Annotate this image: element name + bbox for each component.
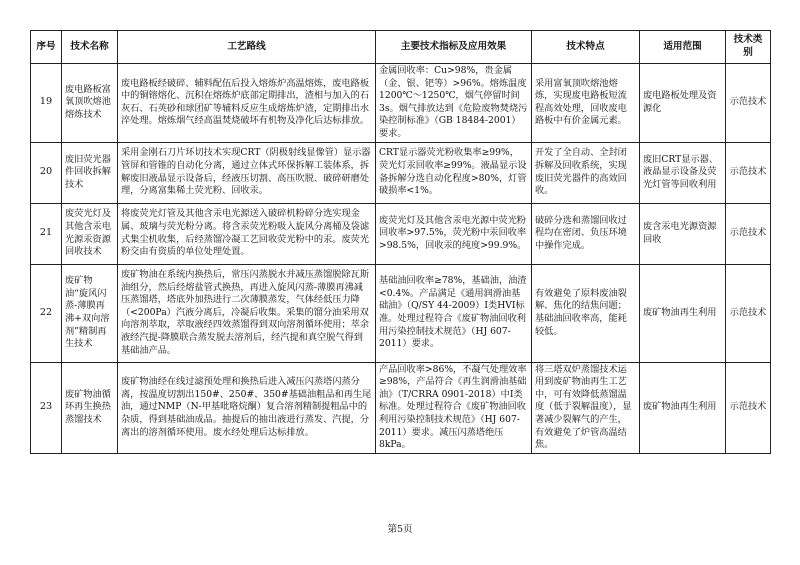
row-process: 将废荧光灯管及其他含汞电光源送入破碎机粉碎分选实现金属、玻璃与荧光粉分离。将含汞荧光粉吸入旋风分离桶及袋滤式集尘机收集，后经蒸馏冷凝工艺回收荧光粉中的汞。废荧光粉交由有资质的单位处理处置。	[118, 203, 376, 264]
page-number: 第5页	[387, 524, 413, 535]
row-name: 废矿物油循环再生换热蒸馏技术	[62, 362, 118, 453]
row-features: 采用富氧顶吹熔池熔炼，实现废电路板短流程高效处理，回收废电路板中有价金属元素。	[532, 64, 640, 143]
row-process: 废矿物油在系统内换热后，常压闪蒸脱水并减压蒸馏脱除瓦斯油组分，然后经熔盐管式换热，再进入旋风闪蒸-薄膜再沸减压蒸馏塔，塔底外加热进行二次薄膜蒸发，气体经低压力降（<200Pa）汽液分离后，冷凝后收集。采集的馏分油采用双向溶剂萃取，萃取液经四效蒸馏得到双向溶剂循环使用；萃余液经汽提-降膜联合蒸发脱去溶剂后，经汽提和真空脱气得到基础油产品。	[118, 264, 376, 362]
header-features: 技术特点	[532, 31, 640, 64]
row-indicators: 产品回收率>86%，不凝气处理效率≥98%，产品符合《再生润滑油基础油》（T/CRRA 0901-2018）中Ⅰ类标准。处理过程符合《废矿物油回收利用污染控制技术规范》（HJ 607-2011）要求。减压闪蒸塔绝压8kPa。	[376, 362, 532, 453]
row-scope: 废矿物油再生利用	[640, 264, 726, 362]
row-process: 采用金刚石刀片环切技术实现CRT（阴极射线显像管）显示器管屏和管锥的自动化分离，通过立体式环保拆解工装体系，拆解废旧液晶显示设备后，经液压切割、高压吹脱、破碎研磨处理，分离富集稀土荧光粉、回收汞。	[118, 142, 376, 203]
row-features: 开发了全自动、全封闭拆解及回收系统，实现废旧荧光器件的高效回收。	[532, 142, 640, 203]
technology-table	[30, 30, 771, 454]
table-row	[31, 203, 771, 264]
row-features: 破碎分选和蒸馏回收过程均在密闭、负压环境中操作完成。	[532, 203, 640, 264]
row-name: 废旧荧光器件回收拆解技术	[62, 142, 118, 203]
row-features: 将三塔双炉蒸馏技术运用到废矿物油再生工艺中，可有效降低蒸馏温度（低于裂解温度），显著减少裂解气的产生，有效避免了炉管高温结焦。	[532, 362, 640, 453]
row-name: 废矿物油“旋风闪蒸-薄膜再沸+双向溶剂”精制再生技术	[62, 264, 118, 362]
row-scope: 废电路板处理及资源化	[640, 64, 726, 143]
table-row	[31, 64, 771, 143]
row-no: 20	[31, 142, 62, 203]
row-scope: 废矿物油再生利用	[640, 362, 726, 453]
row-indicators: 基础油回收率≥78%，基础油，油渣<0.4%。产品满足《通用润滑油基础油》（Q/SY 44-2009）Ⅰ类HVI标准。处理过程符合《废矿物油回收利用污染控制技术规范》（HJ 607-2011）要求。	[376, 264, 532, 362]
row-features: 有效避免了原料废油裂解、焦化的结焦问题；基础油回收率高，能耗较低。	[532, 264, 640, 362]
row-no: 19	[31, 64, 62, 143]
row-scope: 废旧CRT显示器、液晶显示设备及荧光灯管等回收利用	[640, 142, 726, 203]
row-category: 示范技术	[726, 64, 771, 143]
row-name: 废荧光灯及其他含汞电光源汞资源回收技术	[62, 203, 118, 264]
row-indicators: 金属回收率：Cu>98%，贵金属（金、银、钯等）>96%。熔炼温度1200℃～1250℃，烟气停留时间3s。烟气排放达到《危险废物焚烧污染控制标准》（GB 18484-2001）要求。	[376, 64, 532, 143]
row-process: 废电路板经破碎、辅料配伍后投入熔炼炉高温熔炼，废电路板中的铜镕熔化、沉积在熔炼炉底部定期排出，渣相与加入的石灰石、石英砂和球团矿等辅料反应生成熔炼炉渣，定期排出水淬处理。熔炼烟气经高温焚烧破坏有机物及净化后达标排放。	[118, 64, 376, 143]
row-indicators: CRT显示器荧光粉收集率≥99%，荧光灯汞回收率≥99%。液晶显示设备拆解分选自动化程度>80%，灯管破损率<1%。	[376, 142, 532, 203]
row-no: 23	[31, 362, 62, 453]
header-scope: 适用范围	[640, 31, 726, 64]
row-category: 示范技术	[726, 264, 771, 362]
row-process: 废矿物油经在线过滤预处理和换热后进入减压闪蒸塔闪蒸分离，按温度切割出150#、250#、350#基础油粗品和再生尾油，通过NMP（N-甲基吡咯烷酮）复合溶剂精制提粗品中的杂质，得到基础油成品。抽提后的抽出液进行蒸发、汽提，分离出的溶剂循环使用。废水经处理后达标排放。	[118, 362, 376, 453]
header-category: 技术类别	[726, 31, 771, 64]
header-indicators: 主要技术指标及应用效果	[376, 31, 532, 64]
table-header-row	[31, 31, 771, 64]
table-row	[31, 142, 771, 203]
row-category: 示范技术	[726, 203, 771, 264]
table-row	[31, 362, 771, 453]
row-category: 示范技术	[726, 362, 771, 453]
row-scope: 废含汞电光源资源回收	[640, 203, 726, 264]
header-name: 技术名称	[62, 31, 118, 64]
row-indicators: 废荧光灯及其他含汞电光源中荧光粉回收率>97.5%，荧光粉中汞回收率>98.5%，回收汞的纯度>99.9%。	[376, 203, 532, 264]
row-category: 示范技术	[726, 142, 771, 203]
header-no: 序号	[31, 31, 62, 64]
row-no: 22	[31, 264, 62, 362]
table-row	[31, 264, 771, 362]
row-name: 废电路板富氧顶吹熔池熔炼技术	[62, 64, 118, 143]
header-process: 工艺路线	[118, 31, 376, 64]
row-no: 21	[31, 203, 62, 264]
